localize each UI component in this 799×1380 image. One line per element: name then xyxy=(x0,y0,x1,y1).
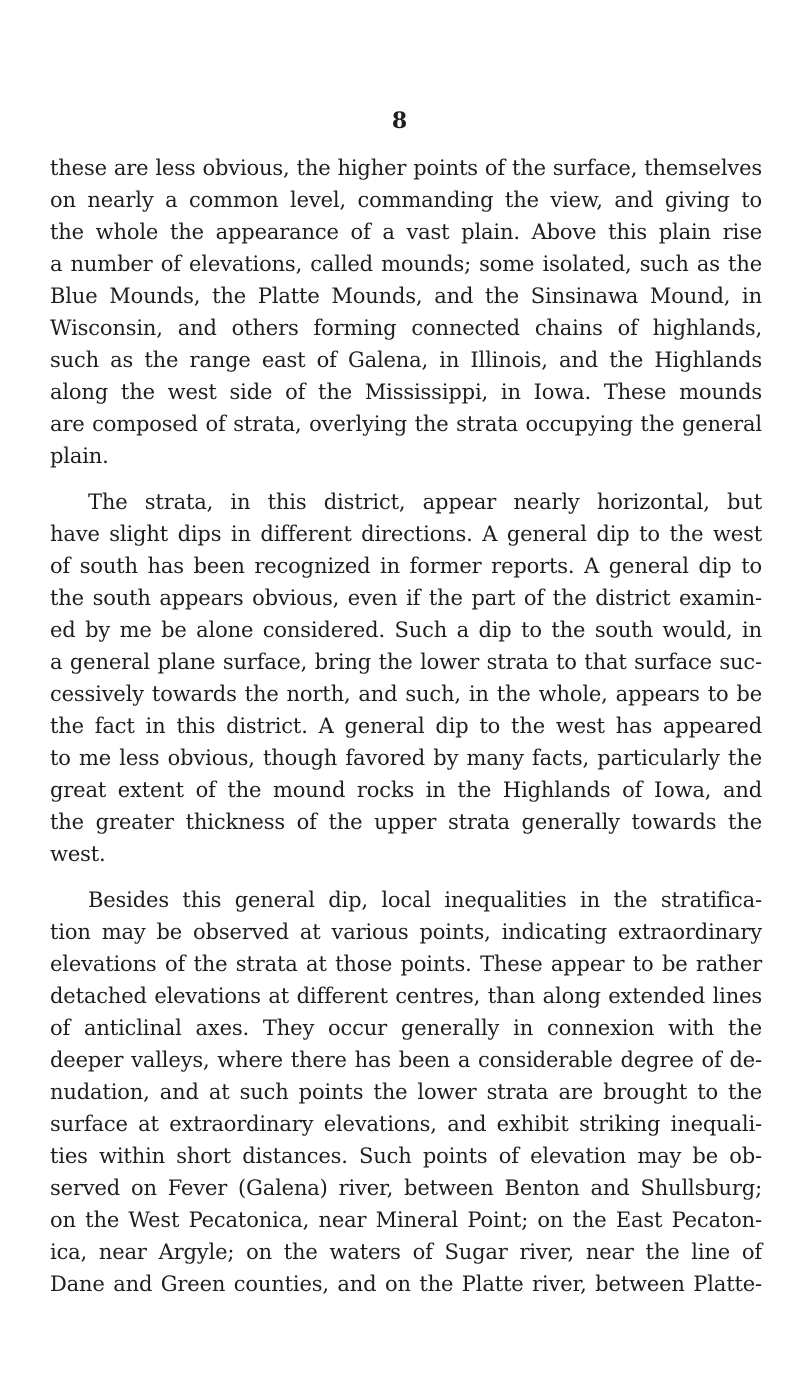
text-line: are composed of strata, overlying the strata occupying the general xyxy=(50,412,762,436)
text-line: tion may be observed at various points, indicating extraordinary xyxy=(50,920,762,944)
text-line: plain. xyxy=(50,444,109,468)
text-line: Blue Mounds, the Platte Mounds, and the Sinsinawa Mound, in xyxy=(50,284,762,308)
text-line: on nearly a common level, commanding the view, and giving to xyxy=(50,188,762,212)
text-line: The strata, in this district, appear nearly horizontal, but xyxy=(88,490,762,514)
text-line: west. xyxy=(50,842,106,866)
text-line: have slight dips in different directions. A general dip to the west xyxy=(50,522,762,546)
paragraph xyxy=(50,486,762,870)
text-line: ica, near Argyle; on the waters of Sugar river, near the line of xyxy=(50,1240,762,1264)
text-line: the fact in this district. A general dip to the west has appeared xyxy=(50,714,762,738)
text-line: elevations of the strata at those points. These appear to be rather xyxy=(50,952,762,976)
text-line: nudation, and at such points the lower strata are brought to the xyxy=(50,1080,762,1104)
text-line: a number of elevations, called mounds; some isolated, such as the xyxy=(50,252,762,276)
text-line: deeper valleys, where there has been a considerable degree of de- xyxy=(50,1048,762,1072)
text-line: ties within short distances. Such points of elevation may be ob- xyxy=(50,1144,762,1168)
text-line: a general plane surface, bring the lower strata to that surface suc- xyxy=(50,650,762,674)
text-line: along the west side of the Mississippi, in Iowa. These mounds xyxy=(50,380,762,404)
text-line: the south appears obvious, even if the part of the district examin- xyxy=(50,586,762,610)
text-line: the whole the appearance of a vast plain. Above this plain rise xyxy=(50,220,762,244)
text-line: cessively towards the north, and such, in the whole, appears to be xyxy=(50,682,762,706)
text-line: on the West Pecatonica, near Mineral Point; on the East Pecaton- xyxy=(50,1208,762,1232)
text-line: these are less obvious, the higher points of the surface, themselves xyxy=(50,156,762,180)
text-line: Wisconsin, and others forming connected chains of highlands, xyxy=(50,316,762,340)
paragraph xyxy=(50,152,762,472)
text-line: ed by me be alone considered. Such a dip to the south would, in xyxy=(50,618,762,642)
text-line: Dane and Green counties, and on the Platte river, between Platte- xyxy=(50,1272,762,1296)
text-line: surface at extraordinary elevations, and exhibit striking inequali- xyxy=(50,1112,762,1136)
text-line: such as the range east of Galena, in Illinois, and the Highlands xyxy=(50,348,762,372)
text-line: Besides this general dip, local inequalities in the stratifica- xyxy=(88,888,762,912)
text-line: great extent of the mound rocks in the Highlands of Iowa, and xyxy=(50,778,762,802)
text-line: of anticlinal axes. They occur generally in connexion with the xyxy=(50,1016,762,1040)
text-line: detached elevations at different centres, than along extended lines xyxy=(50,984,762,1008)
paragraph xyxy=(50,884,762,1300)
page-number: 8 xyxy=(391,108,408,134)
text-line: the greater thickness of the upper strata generally towards the xyxy=(50,810,762,834)
body-text xyxy=(50,152,762,1300)
text-line: served on Fever (Galena) river, between Benton and Shullsburg; xyxy=(50,1176,762,1200)
text-line: of south has been recognized in former reports. A general dip to xyxy=(50,554,762,578)
text-line: to me less obvious, though favored by many facts, particularly the xyxy=(50,746,762,770)
